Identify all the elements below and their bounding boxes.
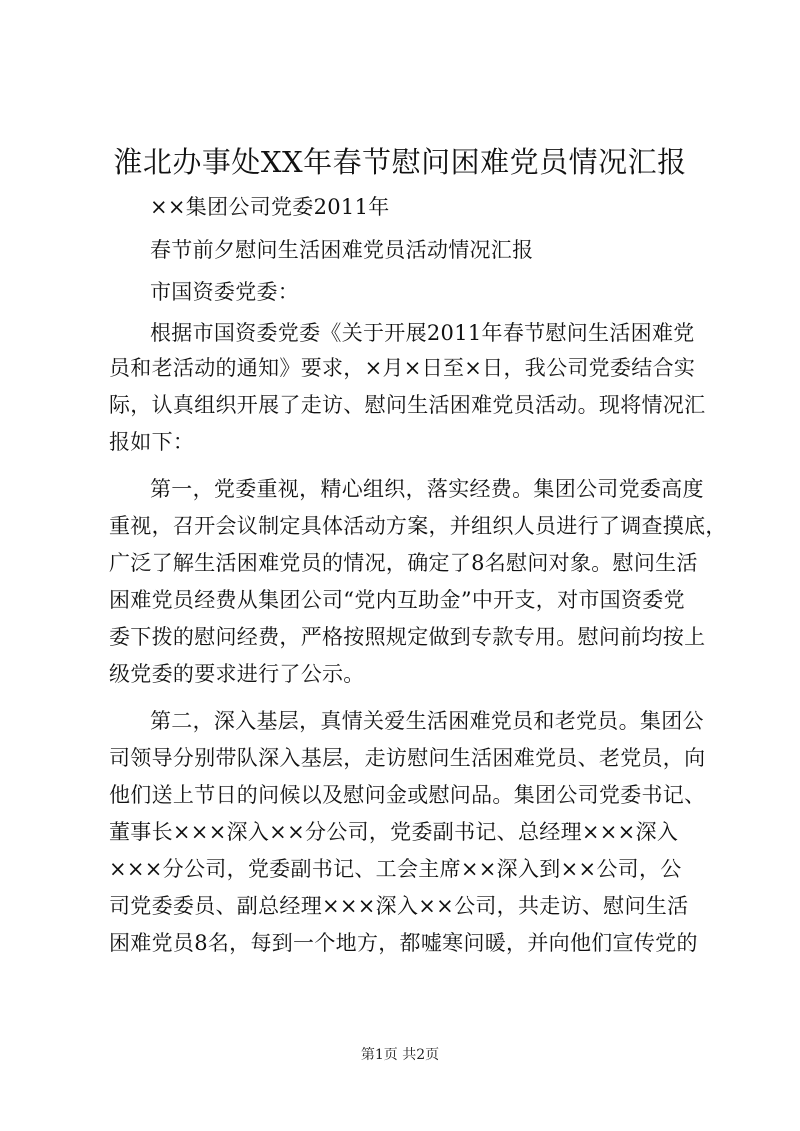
body-line: 级党委的要求进行了公示。 xyxy=(109,662,365,686)
body-line: 司领导分别带队深入基层，走访慰问生活困难党员、老党员，向 xyxy=(109,746,706,770)
body-line: 第二，深入基层，真情关爱生活困难党员和老党员。集团公 xyxy=(150,709,704,733)
body-line: 司党委委员、副总经理×××深入××公司，共走访、慰问生活 xyxy=(109,894,689,918)
body-line: 重视，召开会议制定具体活动方案，并组织人员进行了调查摸底， xyxy=(109,514,727,538)
body-line: 困难党员经费从集团公司“党内互助金”中开支，对市国资委党 xyxy=(109,588,685,612)
body-line: 困难党员8名，每到一个地方，都嘘寒问暖，并向他们宣传党的 xyxy=(109,931,698,955)
body-line: 根据市国资委党委《关于开展2011年春节慰问生活困难党 xyxy=(150,321,695,345)
body-line: 第一，党委重视，精心组织，落实经费。集团公司党委高度 xyxy=(150,477,704,501)
body-line: 他们送上节日的问候以及慰问金或慰问品。集团公司党委书记、 xyxy=(109,783,706,807)
document-title: 淮北办事处XX年春节慰问困难党员情况汇报 xyxy=(113,145,687,179)
body-line: 委下拨的慰问经费，严格按照规定做到专款专用。慰问前均按上 xyxy=(109,625,706,649)
body-line: ××集团公司党委2011年 xyxy=(150,195,390,219)
body-line: 董事长×××深入××分公司，党委副书记、总经理×××深入 xyxy=(109,820,679,844)
body-line: 市国资委党委： xyxy=(150,280,300,304)
body-line: 春节前夕慰问生活困难党员活动情况汇报 xyxy=(150,238,534,262)
body-line: ×××分公司，党委副书记、工会主席××深入到××公司，公 xyxy=(109,857,682,881)
body-line: 报如下： xyxy=(109,430,195,454)
body-line: 际，认真组织开展了走访、慰问生活困难党员活动。现将情况汇 xyxy=(109,393,706,417)
page-number-footer: 第1页 共2页 xyxy=(360,1047,440,1063)
body-line: 员和老活动的通知》要求，×月×日至×日，我公司党委结合实 xyxy=(109,356,696,380)
body-line: 广泛了解生活困难党员的情况，确定了8名慰问对象。慰问生活 xyxy=(109,551,698,575)
